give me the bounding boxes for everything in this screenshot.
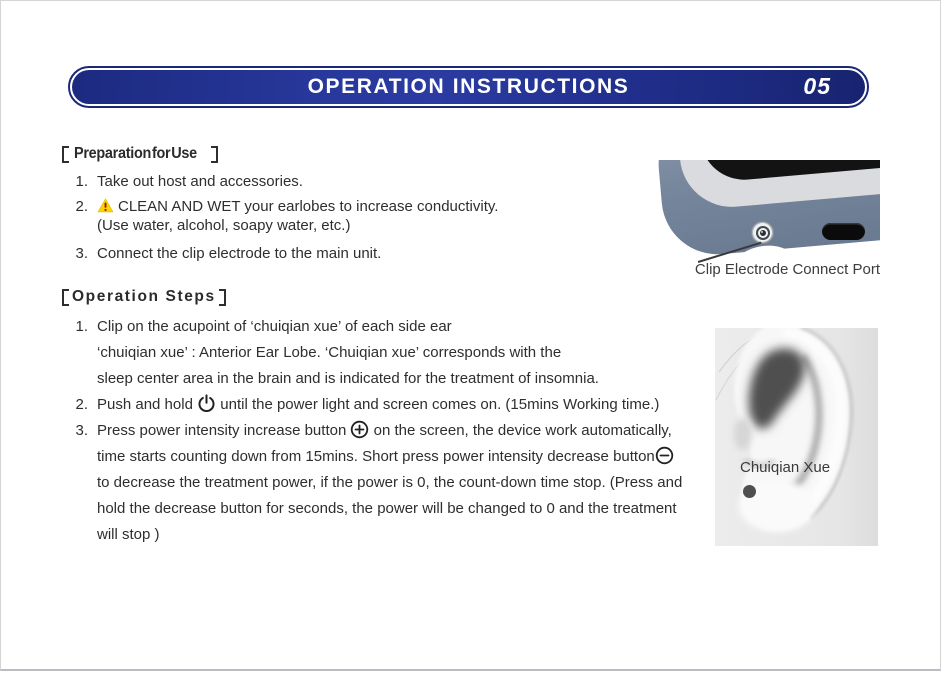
lenticular-bracket-close-icon [219, 289, 226, 306]
list-item-text: Connect the clip electrode to the main unit. [97, 245, 382, 262]
list-item [70, 244, 650, 263]
page-title: OPERATION INSTRUCTIONS [307, 75, 630, 98]
step-number: 2. [75, 396, 88, 413]
port-center [760, 230, 766, 236]
page-number: 05 [803, 72, 831, 99]
step-line: Clip on the acupoint of ‘chuiqian xue’ of each side ear [97, 318, 452, 335]
device-figure-caption: Clip Electrode Connect Port [694, 261, 880, 278]
ear-photo [715, 328, 878, 546]
step-number: 1. [75, 318, 88, 335]
power-icon [197, 394, 216, 413]
clip-electrode-port-icon [751, 221, 774, 244]
list-item-text: Take out host and accessories. [97, 173, 303, 190]
device-port-figure [650, 160, 880, 264]
ear-acupoint-figure [715, 328, 878, 546]
preparation-heading-text: Preparation for Use [74, 145, 197, 162]
step-segment: on the screen, the device work automatically, [373, 422, 672, 439]
list-item-line: CLEAN AND WET your earlobes to increase conductivity. [118, 198, 499, 215]
step-item [70, 418, 695, 548]
step-number: 3. [75, 422, 88, 439]
header-banner-fill [72, 70, 865, 104]
step-text [97, 418, 682, 548]
list-item-number: 3. [75, 245, 88, 262]
list-item [70, 172, 650, 191]
port-ring [756, 226, 770, 240]
step-segment: Push and hold [97, 396, 193, 413]
step-line: sleep center area in the brain and is indicated for the treatment of insomnia. [97, 370, 599, 387]
operation-steps-list [70, 314, 695, 548]
plus-circle-icon [350, 420, 369, 439]
step-segment: Press power intensity increase button [97, 422, 347, 439]
operation-steps-heading [62, 288, 226, 306]
usb-c-port-icon [822, 223, 865, 240]
lenticular-bracket-open-icon [62, 146, 69, 163]
list-item-number: 1. [75, 173, 88, 190]
step-line: hold the decrease button for seconds, the power will be changed to 0 and the treatment [97, 500, 677, 517]
step-line: time starts counting down from 15mins. Short press power intensity decrease button [97, 448, 655, 465]
step-line: to decrease the treatment power, if the power is 0, the count-down time stop. (Press and [97, 474, 683, 491]
list-item [70, 197, 650, 235]
minus-circle-icon [655, 446, 674, 465]
list-item-text [97, 197, 498, 235]
step-text [97, 392, 659, 418]
step-line: ‘chuiqian xue’ : Anterior Ear Lobe. ‘Chuiqian xue’ corresponds with the [97, 344, 562, 361]
list-item-line: (Use water, alcohol, soapy water, etc.) [97, 217, 351, 234]
step-item [70, 392, 695, 418]
acupoint-marker-dot [743, 485, 756, 498]
acupoint-label: Chuiqian Xue [740, 459, 831, 476]
lenticular-bracket-close-icon [211, 146, 218, 163]
header-banner [68, 66, 869, 108]
lenticular-bracket-open-icon [62, 289, 69, 306]
step-segment: until the power light and screen comes on. (15mins Working time.) [220, 396, 660, 413]
preparation-heading [62, 145, 218, 163]
step-item [70, 314, 695, 392]
step-text [97, 314, 599, 392]
warning-icon [97, 197, 114, 214]
preparation-list [70, 172, 650, 263]
list-item-number: 2. [75, 198, 88, 215]
step-line: will stop ) [97, 526, 160, 543]
operation-steps-heading-text: Operation Steps [72, 288, 216, 305]
